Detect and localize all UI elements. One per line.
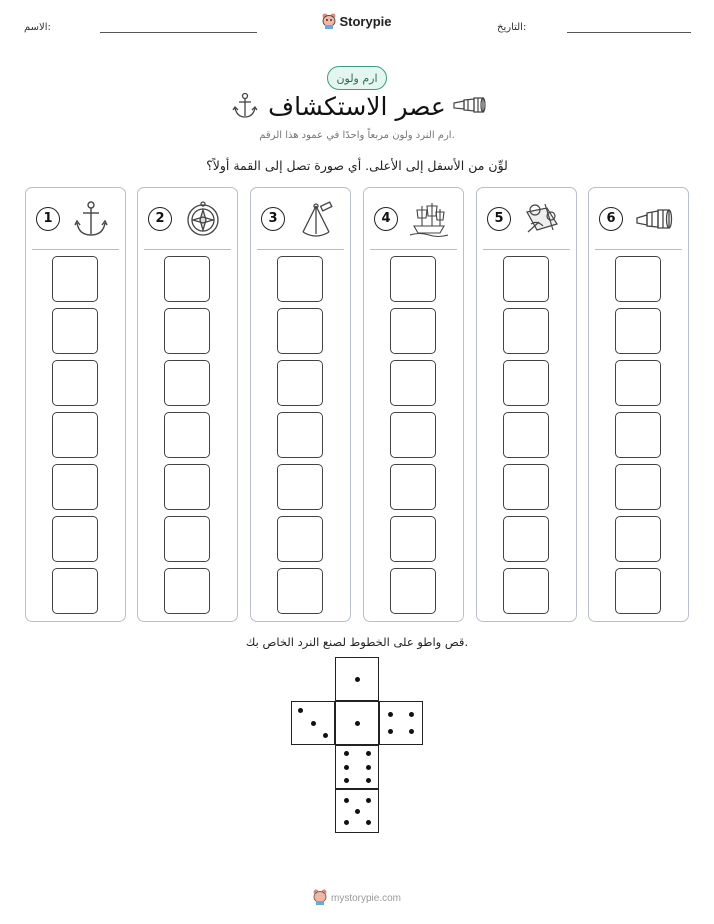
color-square[interactable] bbox=[52, 360, 98, 406]
column-divider bbox=[483, 249, 570, 250]
column-divider bbox=[370, 249, 457, 250]
dice-face-1 bbox=[335, 701, 379, 745]
activity-badge: ارم ولون bbox=[327, 66, 387, 90]
column-divider bbox=[144, 249, 231, 250]
brand-logo bbox=[0, 13, 714, 32]
dice-pip bbox=[323, 733, 328, 738]
dice-pip bbox=[344, 778, 349, 783]
dice-face-6 bbox=[335, 745, 379, 789]
color-square[interactable] bbox=[615, 568, 661, 614]
instruction: لوِّن من الأسفل إلى الأعلى. أي صورة تصل إلى القمة أولاً؟ bbox=[206, 158, 508, 173]
color-square[interactable] bbox=[277, 308, 323, 354]
color-square[interactable] bbox=[503, 412, 549, 458]
color-square[interactable] bbox=[615, 360, 661, 406]
column-divider bbox=[32, 249, 119, 250]
dice-pip bbox=[355, 809, 360, 814]
dice-pip bbox=[366, 751, 371, 756]
anchor-icon bbox=[72, 200, 110, 238]
column-1 bbox=[25, 187, 126, 622]
dice-pip bbox=[366, 778, 371, 783]
color-square[interactable] bbox=[277, 412, 323, 458]
sextant-icon bbox=[297, 200, 335, 238]
color-square[interactable] bbox=[503, 516, 549, 562]
color-square[interactable] bbox=[164, 516, 210, 562]
map-tools-icon bbox=[523, 200, 561, 238]
column-number: 6 bbox=[599, 207, 623, 231]
dice-face-1 bbox=[335, 657, 379, 701]
dice-pip bbox=[344, 751, 349, 756]
spyglass-icon bbox=[452, 97, 486, 115]
color-square[interactable] bbox=[615, 256, 661, 302]
footer-url[interactable]: mystorypie.com bbox=[330, 893, 401, 905]
column-5 bbox=[476, 187, 577, 622]
column-divider bbox=[257, 249, 344, 250]
color-square[interactable] bbox=[503, 568, 549, 614]
color-square[interactable] bbox=[615, 412, 661, 458]
column-number: 5 bbox=[487, 207, 511, 231]
storypie-bear-icon bbox=[322, 13, 336, 32]
color-square[interactable] bbox=[52, 412, 98, 458]
dice-pip bbox=[366, 820, 371, 825]
footer bbox=[0, 889, 714, 908]
color-square[interactable] bbox=[164, 360, 210, 406]
color-square[interactable] bbox=[52, 568, 98, 614]
dice-pip bbox=[344, 765, 349, 770]
color-square[interactable] bbox=[390, 516, 436, 562]
column-number: 3 bbox=[261, 207, 285, 231]
color-square[interactable] bbox=[277, 516, 323, 562]
color-square[interactable] bbox=[615, 308, 661, 354]
color-square[interactable] bbox=[390, 360, 436, 406]
column-number: 1 bbox=[36, 207, 60, 231]
color-square[interactable] bbox=[277, 568, 323, 614]
color-square[interactable] bbox=[164, 308, 210, 354]
page-title: عصر الاستكشاف bbox=[268, 92, 446, 121]
dice-pip bbox=[366, 765, 371, 770]
column-number: 4 bbox=[374, 207, 398, 231]
color-square[interactable] bbox=[503, 360, 549, 406]
color-square[interactable] bbox=[390, 568, 436, 614]
color-square[interactable] bbox=[277, 256, 323, 302]
column-3 bbox=[250, 187, 351, 622]
color-square[interactable] bbox=[503, 256, 549, 302]
color-square[interactable] bbox=[52, 516, 98, 562]
column-divider bbox=[595, 249, 682, 250]
compass-icon bbox=[184, 200, 222, 238]
column-6 bbox=[588, 187, 689, 622]
name-label: الاسم: bbox=[24, 22, 51, 33]
dice-pip bbox=[355, 721, 360, 726]
ship-icon bbox=[410, 200, 448, 238]
dice-pip bbox=[298, 708, 303, 713]
dice-face-3 bbox=[291, 701, 335, 745]
color-square[interactable] bbox=[390, 464, 436, 510]
dice-pip bbox=[366, 798, 371, 803]
cut-instruction: قص واطو على الخطوط لصنع النرد الخاص بك. bbox=[245, 635, 469, 649]
color-square[interactable] bbox=[390, 412, 436, 458]
dice-face-5 bbox=[335, 789, 379, 833]
color-square[interactable] bbox=[503, 308, 549, 354]
color-square[interactable] bbox=[52, 308, 98, 354]
dice-pip bbox=[388, 712, 393, 717]
color-square[interactable] bbox=[164, 256, 210, 302]
color-square[interactable] bbox=[277, 360, 323, 406]
color-square[interactable] bbox=[615, 464, 661, 510]
spyglass-icon bbox=[635, 200, 673, 238]
color-square[interactable] bbox=[390, 308, 436, 354]
date-line[interactable] bbox=[567, 32, 691, 33]
column-4 bbox=[363, 187, 464, 622]
color-square[interactable] bbox=[52, 256, 98, 302]
date-label: التاريخ: bbox=[497, 22, 527, 33]
dice-pip bbox=[311, 721, 316, 726]
dice-pip bbox=[409, 712, 414, 717]
dice-face-4 bbox=[379, 701, 423, 745]
color-square[interactable] bbox=[164, 412, 210, 458]
brand-name: Storypie bbox=[339, 13, 392, 29]
color-square[interactable] bbox=[164, 568, 210, 614]
dice-pip bbox=[388, 729, 393, 734]
dice-pip bbox=[355, 677, 360, 682]
subtitle: ارم النرد ولون مربعاً واحدًا في عمود هذا الرقم. bbox=[259, 130, 455, 141]
color-square[interactable] bbox=[164, 464, 210, 510]
dice-pip bbox=[344, 820, 349, 825]
column-2 bbox=[137, 187, 238, 622]
color-square[interactable] bbox=[277, 464, 323, 510]
color-square[interactable] bbox=[52, 464, 98, 510]
color-square[interactable] bbox=[615, 516, 661, 562]
column-number: 2 bbox=[148, 207, 172, 231]
name-line[interactable] bbox=[100, 32, 257, 33]
dice-pip bbox=[344, 798, 349, 803]
dice-pip bbox=[409, 729, 414, 734]
color-square[interactable] bbox=[503, 464, 549, 510]
storypie-footer-icon bbox=[313, 889, 327, 908]
color-square[interactable] bbox=[390, 256, 436, 302]
